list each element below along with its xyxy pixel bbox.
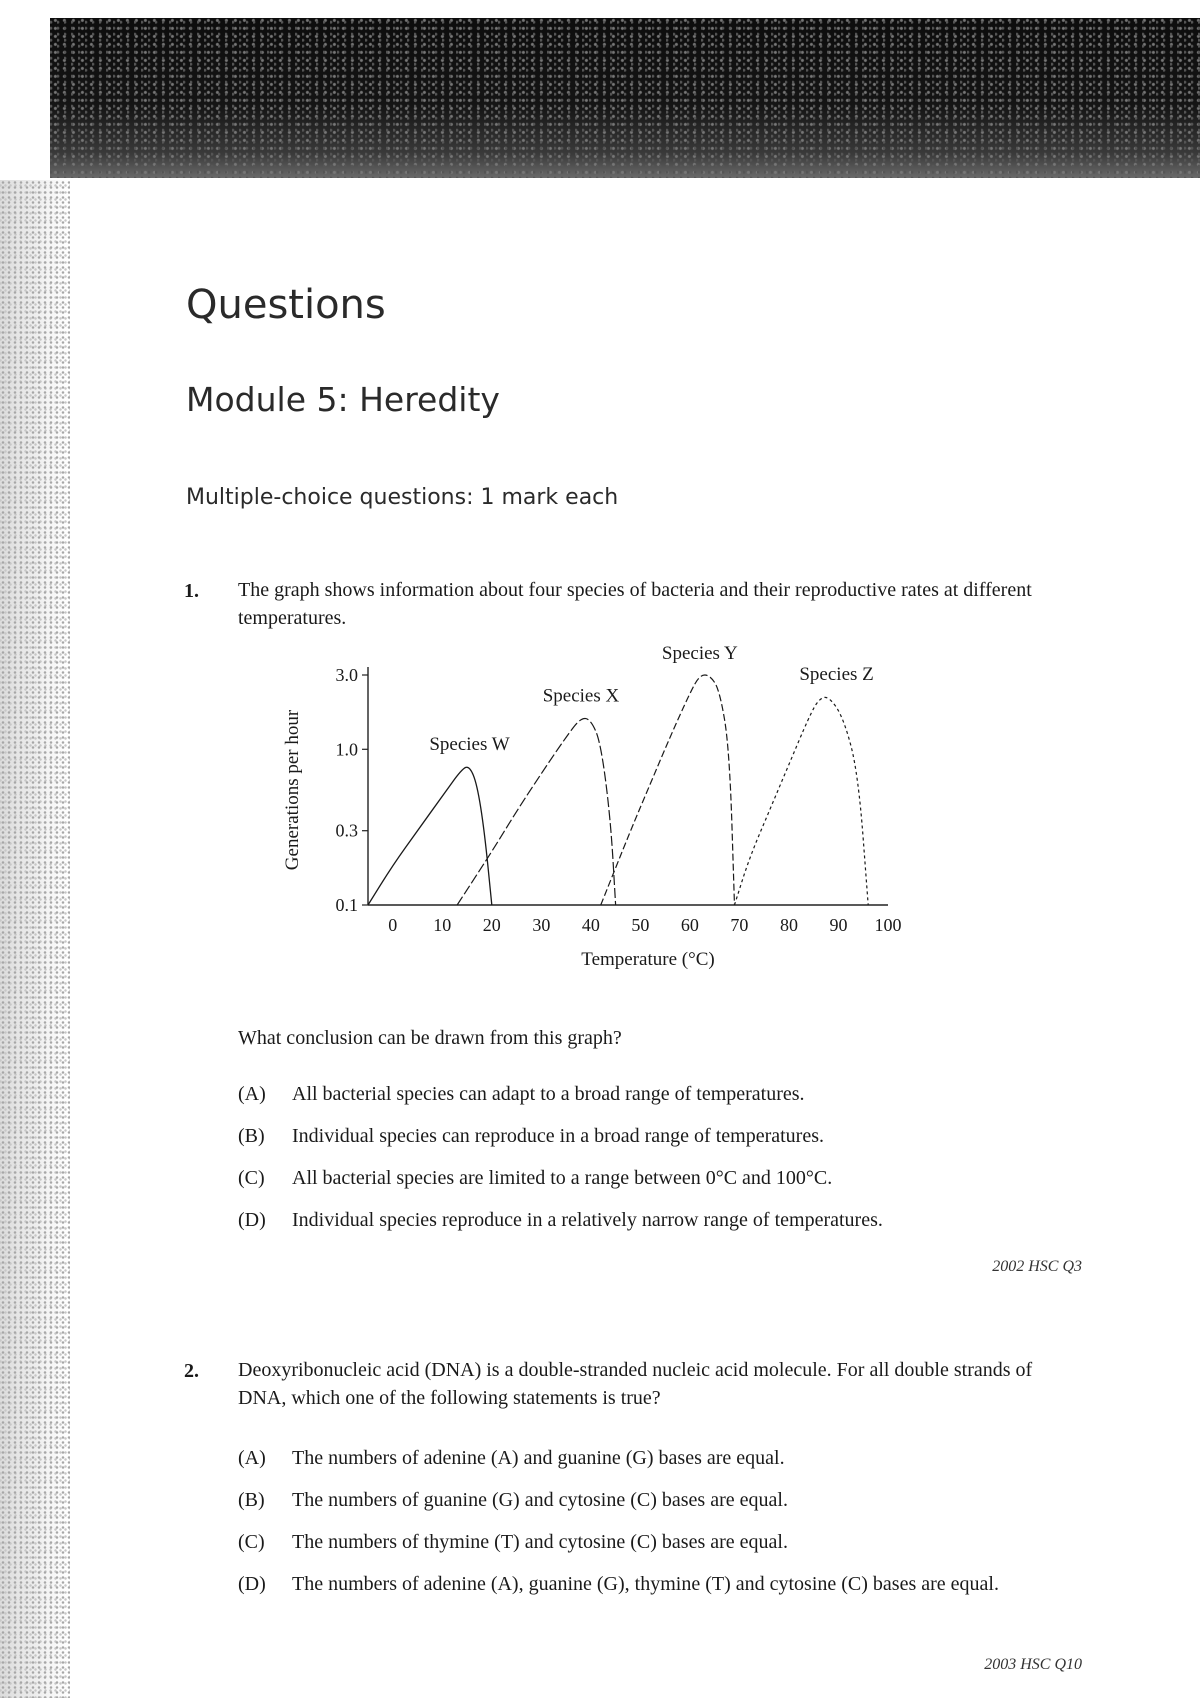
option-label: (D) <box>238 1209 266 1231</box>
option-label: (C) <box>238 1531 265 1553</box>
option-c[interactable] <box>238 1528 1088 1556</box>
question-prompt: What conclusion can be drawn from this graph? <box>238 1027 622 1049</box>
question-text: The graph shows information about four species of bacteria and their reproductive rates at different temperatures. <box>238 579 1032 629</box>
option-label: (D) <box>238 1573 266 1595</box>
option-label: (C) <box>238 1167 265 1189</box>
series-label: Species Y <box>661 643 738 664</box>
x-tick-label: 100 <box>874 915 902 935</box>
source-reference: 2002 HSC Q3 <box>992 1258 1082 1275</box>
option-text: All bacterial species are limited to a range between 0°C and 100°C. <box>292 1167 833 1189</box>
y-tick-label: 0.3 <box>335 820 358 841</box>
option-c[interactable] <box>238 1164 1088 1192</box>
question-number: 1. <box>184 580 199 602</box>
y-tick-label: 0.1 <box>335 895 358 915</box>
option-text: Individual species can reproduce in a broad range of temperatures. <box>292 1125 824 1147</box>
y-axis-label: Generations per hour <box>282 709 303 871</box>
option-text: All bacterial species can adapt to a broad range of temperatures. <box>292 1083 805 1105</box>
option-text: The numbers of adenine (A), guanine (G), thymine (T) and cytosine (C) bases are equal. <box>292 1573 999 1595</box>
series-curve-species-y <box>601 675 735 905</box>
option-label: (B) <box>238 1125 265 1147</box>
option-text: Individual species reproduce in a relatively narrow range of temperatures. <box>292 1209 883 1231</box>
x-tick-label: 40 <box>581 915 600 935</box>
x-tick-label: 70 <box>730 915 749 935</box>
series-curve-species-z <box>734 697 868 905</box>
series-label: Species X <box>542 685 620 707</box>
x-tick-label: 10 <box>433 915 452 935</box>
module-heading: Module 5: Heredity <box>186 380 500 419</box>
reproductive-rate-chart <box>270 643 970 985</box>
option-d[interactable] <box>238 1206 1088 1234</box>
option-d[interactable] <box>238 1570 1088 1598</box>
y-tick-label: 3.0 <box>335 665 358 685</box>
chart-labels <box>282 643 902 970</box>
option-text: The numbers of thymine (T) and cytosine (C) bases are equal. <box>292 1531 788 1553</box>
option-a[interactable] <box>238 1080 1088 1108</box>
option-label: (A) <box>238 1447 266 1469</box>
y-tick-label: 1.0 <box>335 739 358 760</box>
x-tick-label: 60 <box>680 915 699 935</box>
question-text: Deoxyribonucleic acid (DNA) is a double-stranded nucleic acid molecule. For all double strands of DNA, which one of the following statements is true? <box>238 1359 1033 1409</box>
x-tick-label: 30 <box>532 915 551 935</box>
series-label: Species Z <box>799 663 874 685</box>
x-tick-label: 0 <box>388 915 398 935</box>
chart-curves <box>368 675 868 905</box>
x-tick-label: 20 <box>482 915 501 935</box>
series-curve-species-w <box>368 767 492 905</box>
option-a[interactable] <box>238 1444 1088 1472</box>
section-heading: Multiple-choice questions: 1 mark each <box>186 485 619 510</box>
source-reference: 2003 HSC Q10 <box>984 1656 1082 1673</box>
x-tick-label: 50 <box>631 915 650 935</box>
header-banner <box>50 18 1200 178</box>
option-label: (B) <box>238 1489 265 1511</box>
option-b[interactable] <box>238 1486 1088 1514</box>
chart-axes <box>362 667 888 905</box>
option-text: The numbers of adenine (A) and guanine (G) bases are equal. <box>292 1447 785 1469</box>
option-text: The numbers of guanine (G) and cytosine (C) bases are equal. <box>292 1489 788 1511</box>
question-number: 2. <box>184 1360 199 1382</box>
series-label: Species W <box>429 734 510 756</box>
scan-edge-artifact <box>0 180 70 1698</box>
x-tick-label: 80 <box>779 915 798 935</box>
page-title: Questions <box>186 282 386 328</box>
x-axis-label: Temperature (°C) <box>581 949 715 970</box>
x-tick-label: 90 <box>829 915 848 935</box>
option-label: (A) <box>238 1083 266 1105</box>
option-b[interactable] <box>238 1122 1088 1150</box>
